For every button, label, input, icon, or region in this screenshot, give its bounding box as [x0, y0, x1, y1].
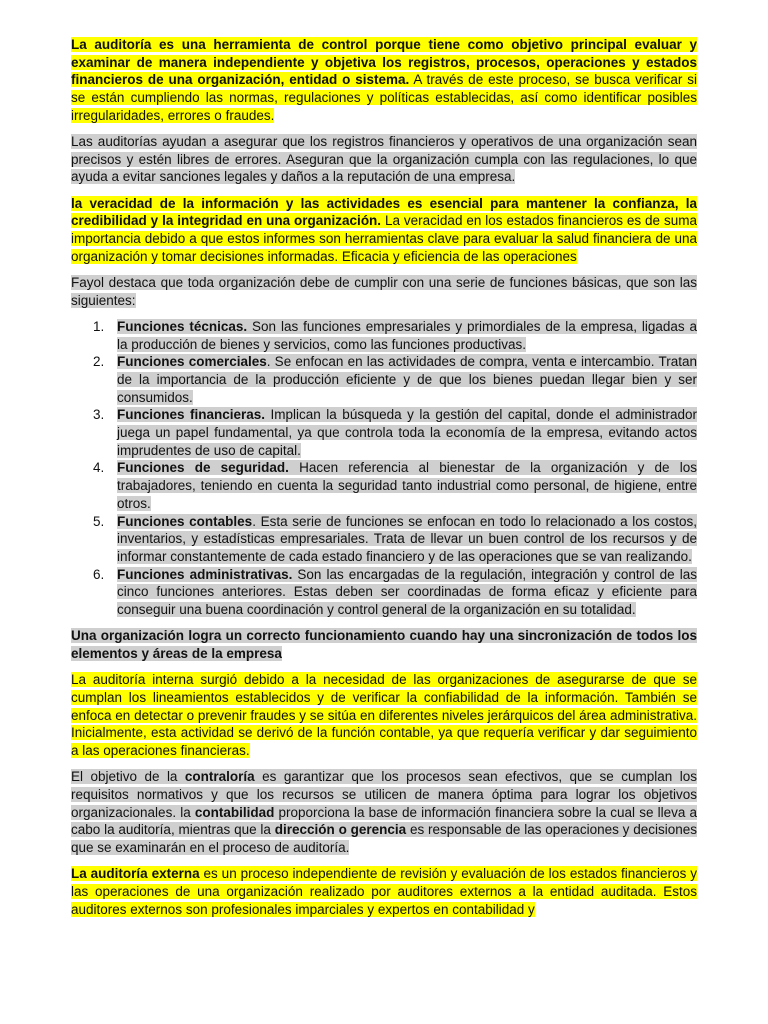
paragraph-audit-benefits — [71, 133, 697, 186]
list-item — [71, 353, 697, 406]
paragraph-fayol-intro — [71, 274, 697, 309]
document-page — [71, 36, 697, 927]
list-item-title: Funciones de seguridad. — [117, 460, 289, 476]
veracity-text: La veracidad en los estados financieros es de suma importancia debido a que estos informes son herramientas clave para evaluar la salud financiera de una organización y tomar decisiones informadas. Eficacia y eficiencia de las operaciones — [71, 213, 697, 264]
audit-benefits-text: Las auditorías ayudan a asegurar que los registros financieros y operativos de una organización sean precisos y estén libres de errores. Aseguran que la organización cumpla con las regulaciones, lo que ayuda a evitar sanciones legales y daños a la reputación de una empresa. — [71, 134, 697, 185]
list-number: 4. — [93, 460, 105, 476]
list-item — [71, 318, 697, 353]
list-item-text: Hacen referencia al bienestar de la organización y de los trabajadores, teniendo en cuenta la seguridad tanto industrial como personal, de higiene, entre otros. — [117, 460, 697, 511]
list-number: 2. — [93, 354, 105, 370]
audit-definition-text: A través de este proceso, se busca verificar si se están cumpliendo las normas, regulaciones y políticas establecidas, así como identificar posibles irregularidades, errores o fraudes. — [71, 72, 697, 123]
list-item-title: Funciones financieras. — [117, 407, 266, 423]
list-number: 3. — [93, 407, 105, 423]
paragraph-controllership — [71, 768, 697, 857]
paragraph-synchronization — [71, 627, 697, 662]
list-item-text: . Esta serie de funciones se enfocan en todo lo relacionado a los costos, inventarios, y estadísticas empresariales. Trata de llevar un buen control de los recursos y de informar constantemente de cada estado financiero y de las operaciones que se van realizando. — [117, 513, 697, 564]
controllership-term: contraloría — [184, 769, 255, 785]
paragraph-internal-audit — [71, 671, 697, 760]
controllership-text-1: El objetivo de la — [71, 769, 185, 785]
list-item-text: Implican la búsqueda y la gestión del capital, donde el administrador juega un papel fundamental, ya que controla toda la economía de la empresa, evitando actos imprudentes de uso de capital. — [117, 407, 697, 458]
list-item — [71, 566, 697, 619]
veracity-bold: la veracidad de la información y las actividades es esencial para mantener la confianza, la credibilidad y la integridad en una organización. — [71, 195, 697, 229]
management-term: dirección o gerencia — [274, 822, 407, 838]
list-item-title: Funciones contables — [117, 513, 253, 529]
list-item — [71, 406, 697, 459]
list-item — [71, 513, 697, 566]
controllership-text-2: es garantizar que los procesos sean efectivos, que se cumplan los requisitos normativos y que los recursos se utilicen de manera óptima para lograr los objetivos organizacionales. la — [71, 769, 698, 820]
external-audit-text: es un proceso independiente de revisión y evaluación de los estados financieros y las operaciones de una organización realizado por auditores externos a la entidad auditada. Estos auditores externos son profesionales imparciales y expertos en contabilidad y — [71, 866, 697, 917]
list-item-title: Funciones técnicas. — [117, 318, 248, 334]
synchronization-text: Una organización logra un correcto funcionamiento cuando hay una sincronización de todos los elementos y áreas de la empresa — [71, 628, 697, 661]
paragraph-veracity — [71, 195, 697, 266]
list-item-text: Son las encargadas de la regulación, integración y control de las cinco funciones anteriores. Estas deben ser coordinadas de forma eficaz y eficiente para conseguir una buena coordinación y control general de la organización en su totalidad. — [117, 566, 697, 618]
paragraph-external-audit — [71, 865, 697, 918]
internal-audit-text: La auditoría interna surgió debido a la necesidad de las organizaciones de asegurarse de que se cumplan los lineamientos establecidos y de verificar la confiabilidad de la información. También se enfoca en detectar o prevenir fraudes y se sitúa en diferentes niveles jerárquicos del área administrativa. Inicialmente, esta actividad se derivó de la función contable, ya que requería verificar y dar seguimiento a las operaciones financieras. — [71, 672, 697, 759]
list-number: 6. — [93, 566, 105, 582]
accounting-term: contabilidad — [194, 804, 275, 820]
list-item-title: Funciones administrativas. — [117, 566, 293, 582]
audit-definition-bold: La auditoría es una herramienta de control porque tiene como objetivo principal evaluar y examinar de manera independiente y objetiva los registros, procesos, operaciones y estados financieros de una organización, entidad o sistema. — [71, 37, 697, 88]
controllership-text-4: es responsable de las operaciones y decisiones que se examinarán en el proceso de auditoría. — [71, 822, 697, 856]
list-item-text: . Se enfocan en las actividades de compra, venta e intercambio. Tratan de la importancia de la producción eficiente y de que los bienes puedan llegar bien y ser consumidos. — [117, 354, 697, 405]
paragraph-audit-definition — [71, 36, 697, 125]
list-item-title: Funciones comerciales — [117, 354, 267, 370]
controllership-text-3: proporciona la base de información financiera sobre la cual se lleva a cabo la auditoría, mientras que la — [71, 804, 698, 838]
list-number: 5. — [93, 513, 105, 529]
list-item-text: Son las funciones empresariales y primordiales de la empresa, ligadas a la producción de bienes y servicios, como las funciones productivas. — [117, 318, 697, 352]
fayol-functions-list — [71, 318, 697, 619]
list-number: 1. — [93, 318, 105, 334]
list-item — [71, 459, 697, 512]
fayol-intro-text: Fayol destaca que toda organización debe de cumplir con una serie de funciones básicas, que son las siguientes: — [71, 274, 697, 308]
external-audit-bold: La auditoría externa — [71, 866, 200, 882]
